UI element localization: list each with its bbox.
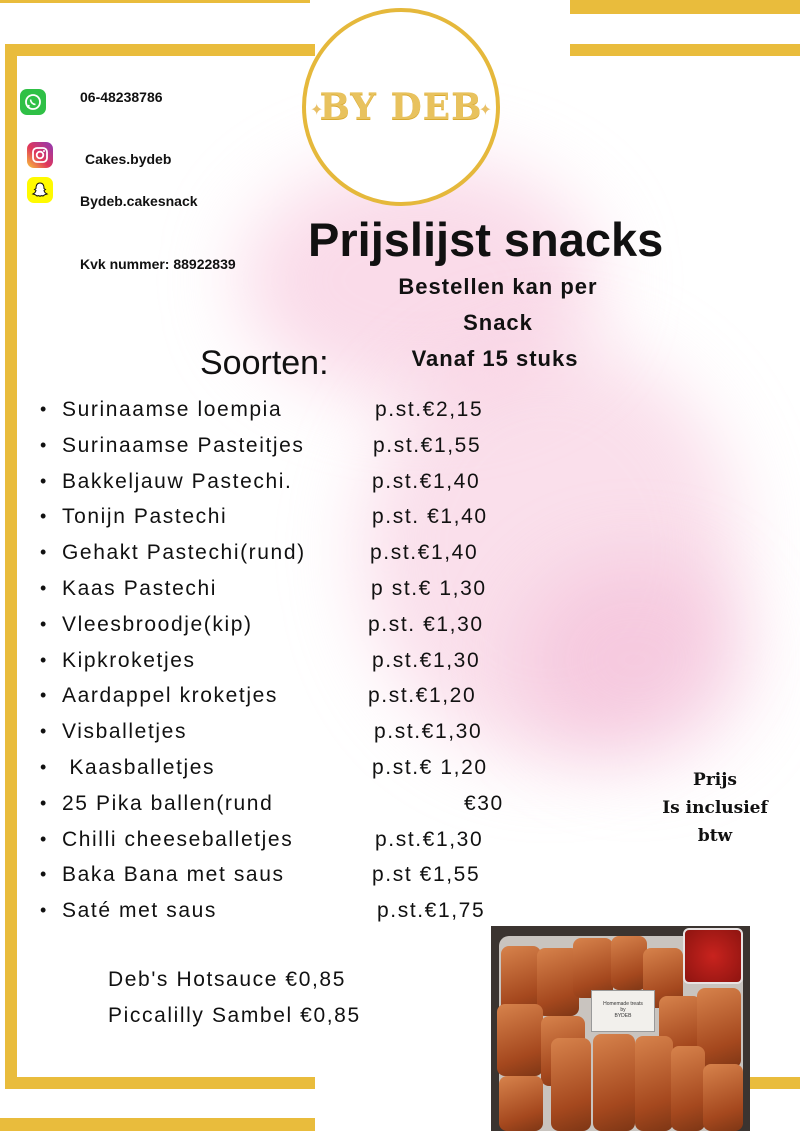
bullet: • (40, 506, 48, 527)
snack-price: p.st.€ 1,20 (372, 755, 488, 779)
list-item (40, 464, 540, 500)
vat-note-line: Prijs (693, 770, 737, 790)
vat-note-line: btw (697, 826, 733, 846)
instagram-handle: Cakes.bydeb (85, 151, 172, 167)
snack-price: p.st.€1,20 (368, 684, 477, 708)
bullet: • (40, 721, 48, 742)
bullet: • (40, 470, 48, 491)
gold-frame-top-left-thin (0, 0, 310, 3)
vat-note-line: Is inclusief (662, 798, 768, 818)
snack-price: p.st €1,55 (372, 863, 481, 887)
list-item (40, 571, 540, 607)
gold-frame-left (5, 44, 17, 1089)
snack-name: Baka Bana met saus (62, 863, 285, 887)
bullet: • (40, 649, 48, 670)
list-item (40, 643, 540, 679)
pastry (573, 938, 613, 998)
product-label-line: BYDEB (614, 1013, 632, 1019)
whatsapp-icon (20, 89, 46, 115)
bullet: • (40, 864, 48, 885)
bullet: • (40, 756, 48, 777)
snacks-tray-photo (491, 926, 750, 1131)
bullet: • (40, 434, 48, 455)
snack-name: Visballetjes (62, 720, 188, 744)
pastry (499, 1076, 543, 1131)
snack-price: p.st.€1,30 (372, 648, 481, 672)
vat-note (640, 766, 790, 850)
list-item (40, 822, 540, 858)
brand-logo (302, 8, 500, 206)
list-item (40, 392, 540, 428)
sauce-cup (683, 928, 743, 984)
snack-name: Bakkeljauw Pastechi. (62, 469, 293, 493)
list-item (40, 714, 540, 750)
gold-frame-top-right (570, 44, 800, 56)
pastry (551, 1038, 591, 1131)
snack-price: p.st. €1,40 (372, 505, 488, 529)
snack-price: p.st.€1,55 (373, 433, 482, 457)
snack-name: Kaasballetjes (62, 755, 216, 779)
product-label-line: by (620, 1007, 626, 1013)
snack-name: Surinaamse loempia (62, 398, 283, 421)
snack-name: Kipkroketjes (62, 648, 196, 672)
pastry (703, 1064, 743, 1131)
list-item (40, 607, 540, 643)
gold-frame-bottom (0, 1118, 315, 1131)
gold-frame-top-right-thick (570, 0, 800, 14)
bullet: • (40, 685, 48, 706)
list-item (40, 535, 540, 571)
pastry (497, 1004, 543, 1076)
pastry (593, 1034, 635, 1131)
snack-price-list (40, 392, 540, 929)
snack-name: Vleesbroodje(kip) (62, 612, 253, 636)
phone-number: 06-48238786 (80, 89, 163, 105)
snack-name: Saté met saus (62, 899, 218, 923)
list-item (40, 428, 540, 464)
snack-name: Kaas Pastechi (62, 576, 218, 600)
bullet: • (40, 828, 48, 849)
snack-name: Surinaamse Pasteitjes (62, 433, 305, 457)
snack-name: Gehakt Pastechi(rund) (62, 541, 306, 565)
extra-sauce: Deb's Hotsauce €0,85 (108, 968, 346, 991)
subtitle-line: Bestellen kan per (398, 274, 598, 299)
snapchat-icon (27, 177, 53, 203)
sparkle-icon: ✦ (310, 102, 324, 119)
snack-name: Tonijn Pastechi (62, 505, 228, 529)
snack-price: p.st. €1,30 (368, 612, 484, 636)
list-item (40, 857, 540, 893)
snack-price: p.st.€1,40 (372, 469, 481, 493)
extra-sauce: Piccalilly Sambel €0,85 (108, 1004, 361, 1027)
subtitle-line: Snack (463, 310, 533, 335)
bullet: • (40, 900, 48, 921)
gold-frame-top-left (5, 44, 315, 56)
page-title: Prijslijst snacks (308, 213, 664, 266)
snack-price: p.st.€2,15 (375, 398, 484, 421)
instagram-icon (27, 142, 53, 168)
sparkle-icon: ✦ (478, 102, 492, 119)
bullet: • (40, 613, 48, 634)
section-heading: Soorten: (200, 344, 329, 382)
snack-price: p.st.€1,30 (374, 720, 483, 744)
snack-price: p.st.€1,75 (377, 899, 486, 923)
bullet: • (40, 399, 48, 419)
bullet: • (40, 542, 48, 563)
bullet: • (40, 792, 48, 813)
snack-name: 25 Pika ballen(rund (62, 791, 274, 815)
snack-price: p.st.€1,40 (370, 541, 479, 565)
list-item (40, 499, 540, 535)
list-item (40, 786, 540, 822)
bullet: • (40, 577, 48, 598)
list-item (40, 678, 540, 714)
pastry (671, 1046, 705, 1131)
snapchat-handle: Bydeb.cakesnack (80, 193, 198, 209)
gold-frame-bottom-right (750, 1077, 800, 1089)
snack-price: €30 (464, 791, 504, 815)
snack-name: Aardappel kroketjes (62, 684, 279, 708)
pink-watercolor (520, 560, 750, 760)
kvk-number: Kvk nummer: 88922839 (80, 256, 236, 272)
brand-name: BY DEB (319, 86, 483, 128)
snack-name: Chilli cheeseballetjes (62, 827, 294, 851)
list-item (40, 893, 540, 929)
product-label-line: Homemade treats (603, 1001, 643, 1007)
subtitle-line: Vanaf 15 stuks (411, 346, 579, 371)
snack-price: p.st.€1,30 (375, 827, 484, 851)
snack-price: p st.€ 1,30 (371, 576, 487, 600)
product-label-card (591, 990, 655, 1032)
gold-frame-bottom-left (5, 1077, 315, 1089)
pastry (635, 1036, 673, 1131)
pastry (611, 936, 647, 990)
list-item (40, 750, 540, 786)
